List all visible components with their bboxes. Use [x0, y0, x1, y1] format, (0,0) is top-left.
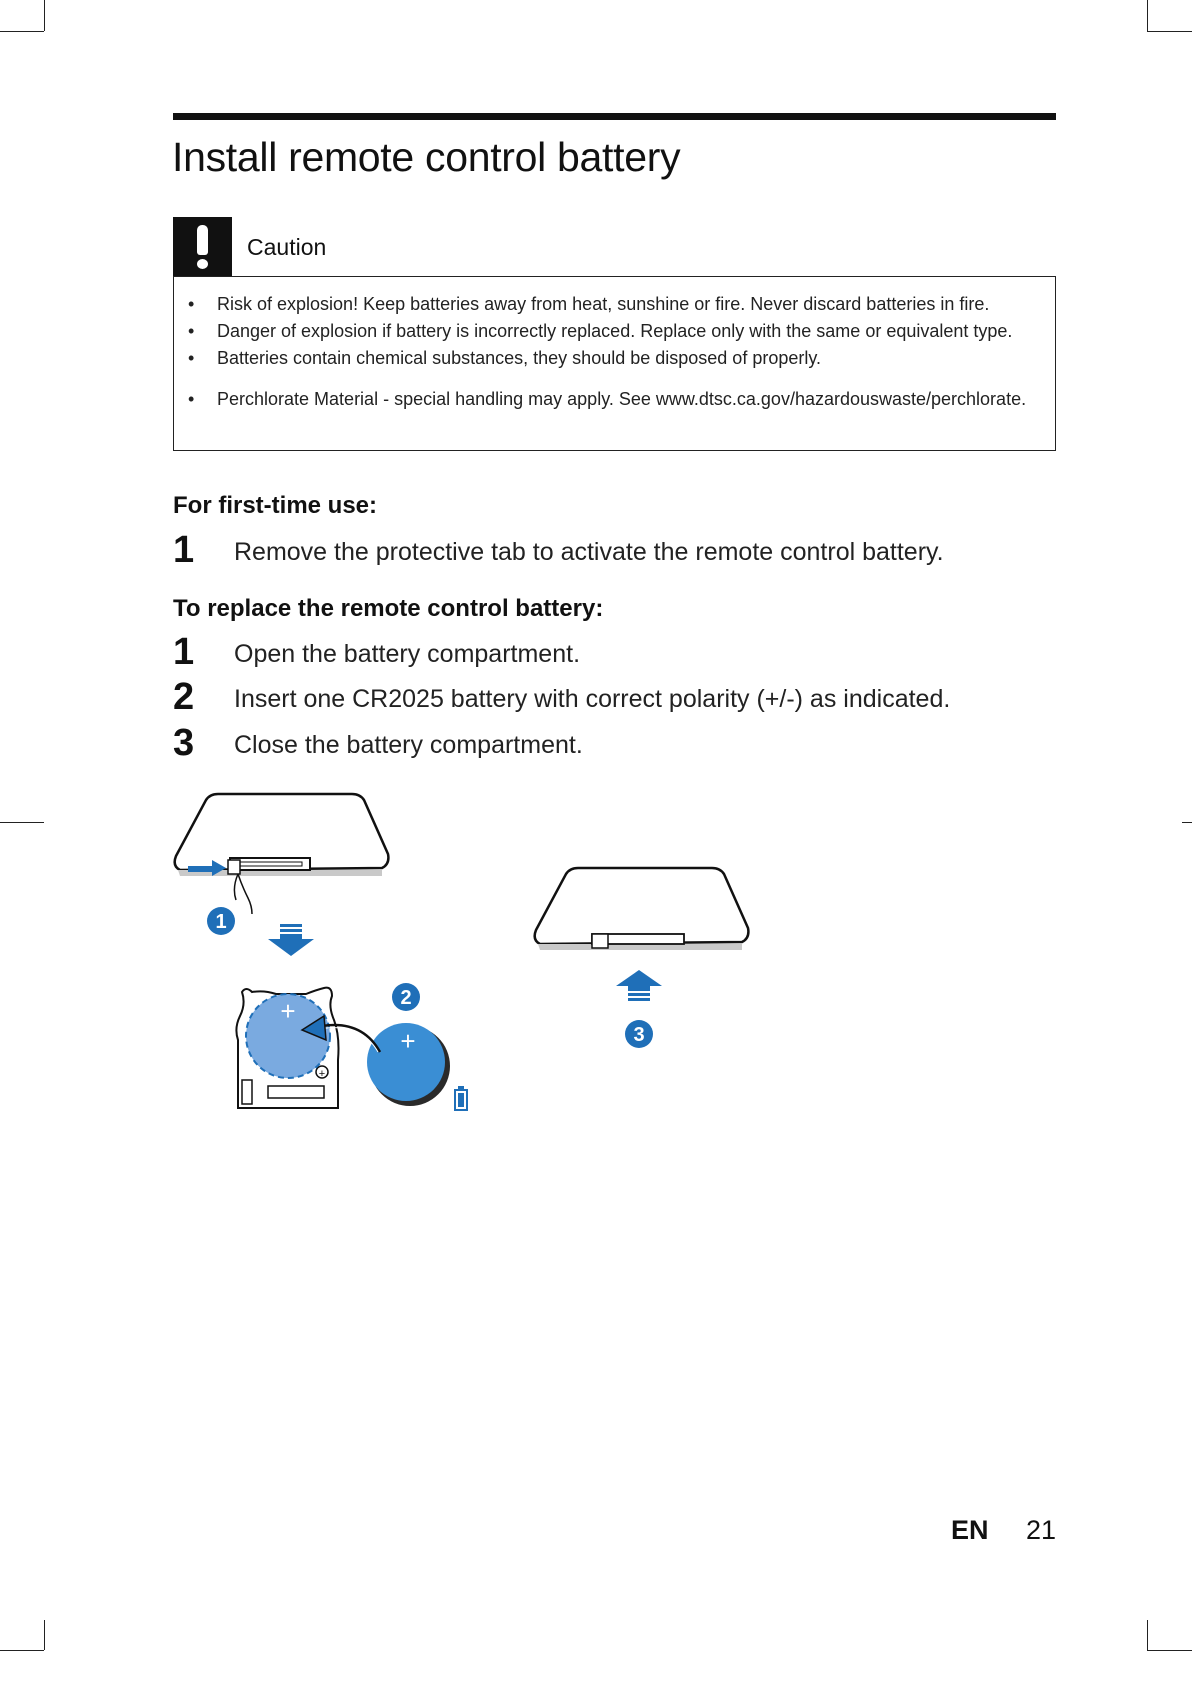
- top-rule: [173, 113, 1056, 120]
- step-text: Remove the protective tab to activate the remote control battery.: [234, 538, 944, 566]
- step-text: Open the battery compartment.: [234, 640, 581, 668]
- svg-text:1: 1: [215, 911, 227, 933]
- replace-heading: To replace the remote control battery:: [173, 595, 604, 622]
- battery-holder-icon: [236, 988, 338, 1108]
- svg-text:3: 3: [633, 1024, 645, 1046]
- step-number: 2: [173, 676, 195, 718]
- svg-text:2: 2: [400, 987, 412, 1009]
- caution-item: • Perchlorate Material - special handling may apply. See www.dtsc.ca.gov/hazardouswaste/perchlorate.: [174, 386, 1055, 413]
- arrow-down-icon: [268, 924, 314, 956]
- step-badge: [207, 907, 235, 935]
- step-number: 1: [173, 529, 195, 571]
- caution-box: [173, 276, 1056, 451]
- caution-item: • Batteries contain chemical substances, they should be disposed of properly.: [174, 345, 1055, 372]
- remote-closed-icon: [535, 868, 749, 950]
- step-text: Insert one CR2025 battery with correct polarity (+/-) as indicated.: [234, 685, 951, 713]
- step-number: 1: [173, 631, 195, 673]
- svg-text:+: +: [280, 996, 296, 1026]
- caution-item: • Danger of explosion if battery is incorrectly replaced. Replace only with the same or equivalent type.: [174, 318, 1055, 345]
- battery-illustration: [168, 790, 758, 1120]
- battery-icon: [455, 1086, 467, 1110]
- step-badge: [625, 1020, 653, 1048]
- remote-open-icon: [175, 794, 389, 914]
- step-text: Close the battery compartment.: [234, 731, 583, 759]
- caution-label: Caution: [247, 234, 327, 260]
- svg-text:+: +: [318, 1068, 326, 1080]
- step-badge: [392, 983, 420, 1011]
- footer-language: EN: [951, 1515, 989, 1545]
- page-number: 21: [1026, 1515, 1057, 1545]
- caution-header: [173, 217, 1056, 276]
- svg-text:+: +: [400, 1026, 416, 1056]
- caution-item: • Risk of explosion! Keep batteries away from heat, sunshine or fire. Never discard batteries in fire.: [174, 291, 1055, 318]
- exclamation-icon: [173, 217, 232, 276]
- page-title: Install remote control battery: [172, 134, 681, 180]
- caution-list: [174, 291, 1055, 413]
- step-number: 3: [173, 722, 195, 764]
- first-use-heading: For first-time use:: [173, 492, 378, 519]
- arrow-up-icon: [616, 970, 662, 1001]
